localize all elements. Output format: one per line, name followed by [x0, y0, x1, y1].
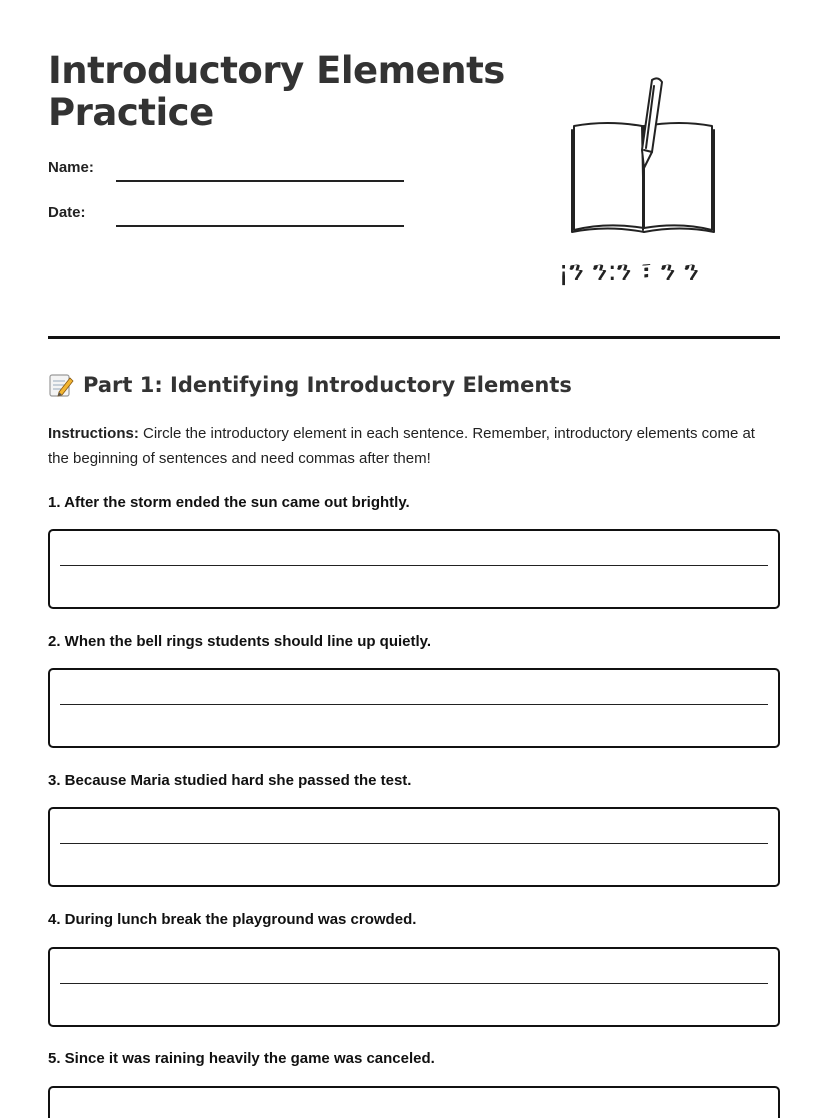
memo-icon	[48, 372, 74, 398]
answer-box-3[interactable]	[48, 807, 780, 887]
answer-line	[60, 843, 768, 844]
instructions	[48, 421, 778, 471]
instructions-label: Instructions:	[48, 425, 139, 442]
question-5: 5. Since it was raining heavily the game was canceled.	[48, 1050, 435, 1067]
answer-line	[60, 565, 768, 566]
instructions-text: Circle the introductory element in each sentence. Remember, introductory elements come at the beginning of sentences and need commas after them!	[48, 425, 755, 467]
date-field[interactable]	[116, 225, 404, 227]
answer-box-5[interactable]	[48, 1086, 780, 1118]
answer-box-1[interactable]	[48, 529, 780, 609]
book-illustration	[552, 72, 752, 292]
open-book-with-pen-icon	[552, 72, 752, 292]
answer-line	[60, 704, 768, 705]
part1-title: Part 1: Identifying Introductory Elements	[83, 373, 572, 397]
page-title: Introductory Elements Practice	[48, 49, 505, 134]
illustration-caption: ¡ን ን:ን ፣ ን ን	[558, 254, 700, 287]
answer-line	[60, 983, 768, 984]
answer-box-2[interactable]	[48, 668, 780, 748]
name-label: Name:	[48, 159, 94, 176]
date-label: Date:	[48, 204, 86, 221]
question-4: 4. During lunch break the playground was crowded.	[48, 911, 417, 928]
question-3: 3. Because Maria studied hard she passed the test.	[48, 772, 412, 789]
question-2: 2. When the bell rings students should line up quietly.	[48, 633, 432, 650]
answer-box-4[interactable]	[48, 947, 780, 1027]
name-field[interactable]	[116, 180, 404, 182]
section-divider	[48, 336, 780, 339]
part1-heading	[48, 372, 572, 398]
question-1: 1. After the storm ended the sun came out brightly.	[48, 494, 410, 511]
